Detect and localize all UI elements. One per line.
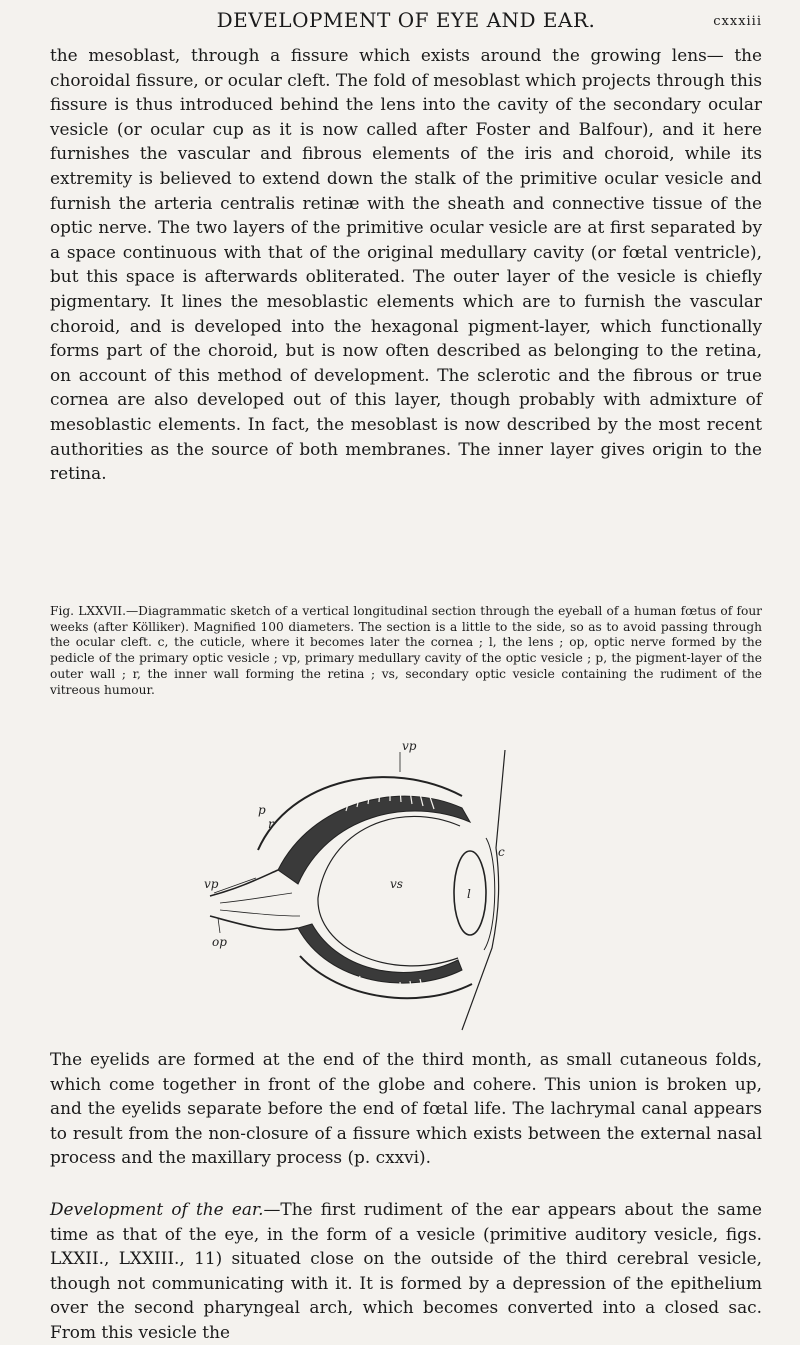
label-r: r: [268, 817, 274, 831]
paragraph-eyelids: The eyelids are formed at the end of the third month, as small cutaneous folds, which come together in front of the globe and cohere. This union is broken up, and the eyelids separate before the end of fœtal life. The lachrymal canal appears to result from the non-closure of a fissure which exists between the external nasal process and the maxillary process (p. cxxvi).: [50, 1049, 762, 1168]
paragraph-eye-development: the mesoblast, through a fissure which exists around the growing lens— the choroidal fissure, or ocular cleft. The fold of mesoblast which projects through this fissure is thus introduced behind the lens into the cavity of the secondary ocular vesicle (or ocular cup as it is now called after Foster and Balfour), and it here furnishes the vascular and fibrous elements of the iris and choroid, while its extremity is believed to extend down the stalk of the primitive ocular vesicle and furnish the arteria centralis retinæ with the sheath and connective tissue of the optic nerve. The two layers of the primitive ocular vesicle are at first separated by a space continuous with that of the original medullary cavity (or fœtal ventricle), but this space is afterwards obliterated. The outer layer of the vesicle is chiefly pigmentary. It lines the mesoblastic elements which are to furnish the vascular choroid, and is developed into the hexagonal pigment-layer, which functionally forms part of the choroid, but is now often described as belonging to the retina, on account of this method of development. The sclerotic and the fibrous or true cornea are also developed out of this layer, though probably with admixture of mesoblastic elements. In fact, the mesoblast is now described by the most recent authorities as the source of both membranes. The inner layer gives origin to the retina.: [50, 45, 762, 484]
page-number: cxxxiii: [713, 14, 762, 29]
figure-eyeball-section: [200, 738, 600, 1038]
optic-stalk-inner: [220, 893, 300, 916]
label-c: c: [498, 845, 505, 859]
label-vp-top: vp: [402, 739, 417, 753]
label-vp-left: vp: [204, 877, 219, 891]
eyeball-diagram: [200, 738, 600, 1038]
retina-upper-band: [278, 796, 470, 884]
page-header: [50, 8, 762, 48]
secondary-vesicle-outline: [318, 816, 460, 965]
section-heading-ear: Development of the ear.: [50, 1199, 264, 1219]
label-l: l: [467, 887, 471, 901]
paragraph-ear-text: —The first rudiment of the ear appears about the same time as that of the eye, in the form of a vesicle (primitive auditory vesicle, figs. LXXII., LXXIII., 11) situated close on the outside of the third cerebral vesicle, though not communicating with it. It is formed by a depression of the epithelium over the second pharyngeal arch, which becomes converted into a closed sac. From this vesicle the: [50, 1199, 762, 1342]
pointer-op: [218, 918, 220, 933]
paragraph-ear-development: [50, 1197, 762, 1345]
label-op: op: [212, 935, 227, 949]
pointer-vp-left: [214, 878, 256, 893]
running-title: DEVELOPMENT OF EYE AND EAR.: [216, 8, 596, 32]
label-p: p: [258, 803, 266, 817]
label-vs: vs: [390, 877, 403, 891]
figure-caption: Fig. LXXVII.—Diagrammatic sketch of a vertical longitudinal section through the eyeball of a human fœtus of four weeks (after Kölliker). Magnified 100 diameters. The section is a little to the side, so as to avoid passing through the ocular cleft. c, the cuticle, where it becomes later the cornea ; l, the lens ; op, optic nerve formed by the pedicle of the primary optic vesicle ; vp, primary medullary cavity of the optic vesicle ; p, the pigment-layer of the outer wall ; r, the inner wall forming the retina ; vs, secondary optic vesicle containing the rudiment of the vitreous humour.: [50, 604, 762, 697]
